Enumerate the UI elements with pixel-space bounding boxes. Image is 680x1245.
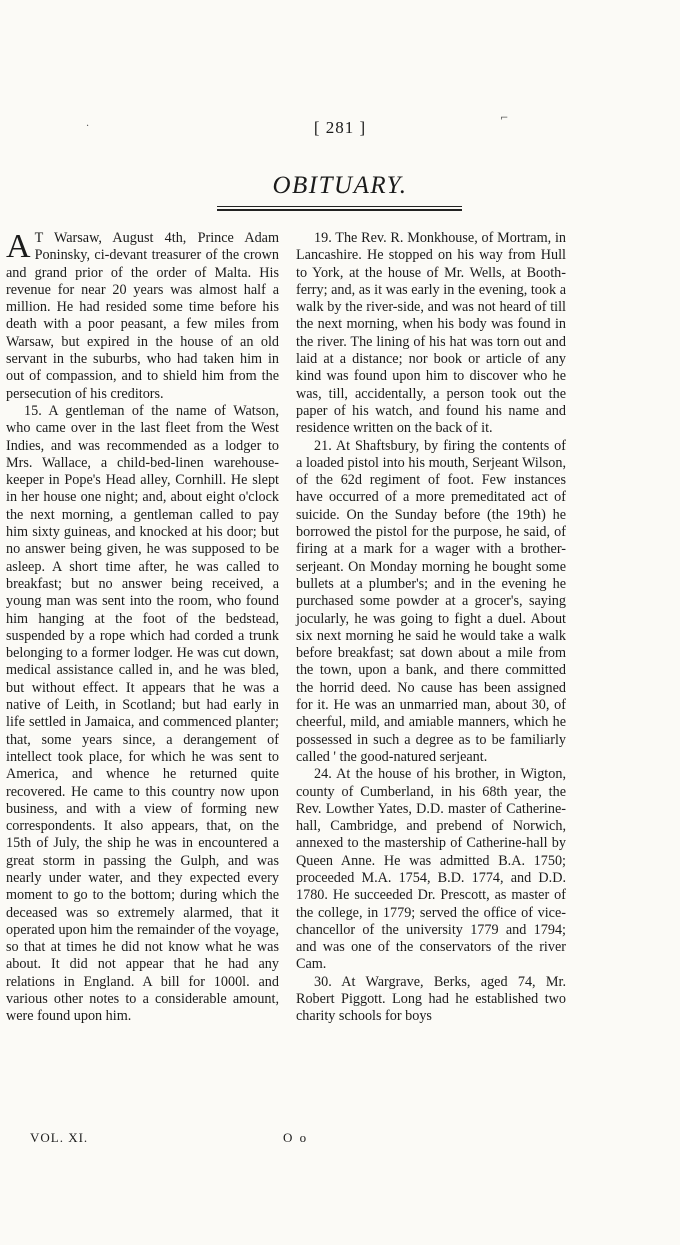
stray-mark: ⌐ [500, 113, 509, 124]
left-column [6, 230, 279, 1026]
right-column [296, 230, 566, 1026]
obituary-entry: 19. The Rev. R. Monkhouse, of Mortram, in Lancashire. He stopped on his way from Hull to York, at the house of Mr. Wells, at Booth-ferry; and, as it was early in the evening, took a walk by the river-side, and was not heard of till the next morning, when his body was found in the river. The lining of his hat was torn out and laid at a distance; nor book or article of any kind was found upon him to discover who he was, till, accidentally, a person took out the paper of his watch, and found his name and residence written on the back of it. [296, 230, 566, 437]
obituary-entry: 24. At the house of his brother, in Wigton, county of Cumberland, in his 68th year, the Rev. Lowther Yates, D.D. master of Catherine-hall, Cambridge, and prebend of Norwich, annexed to the mastership of Catherine-hall by Queen Anne. He was admitted B.A. 1750; proceeded M.A. 1754, B.D. 1774, and D.D. 1780. He succeeded Dr. Prescott, as master of the college, in 1779; served the office of vice-chancellor of the university 1779 and 1794; and was one of the conservators of the river Cam. [296, 766, 566, 973]
title-rule-thick [217, 209, 462, 211]
obituary-entry: A T Warsaw, August 4th, Prince Adam Poninsky, ci-devant treasurer of the crown and grand prior of the order of Malta. His revenue for near 20 years was almost half a million. He had resided some time before his death with a poor peasant, a few miles from Warsaw, but expired in the house of an old servant in the suburbs, who had taken him in out of compassion, and to shield him from the persecution of his creditors. [6, 228, 279, 402]
obituary-entry: 30. At Wargrave, Berks, aged 74, Mr. Robert Piggott. Long had he established two charity schools for boys [296, 973, 566, 1025]
title-rule [217, 206, 462, 207]
signature-mark: O o [283, 1130, 309, 1145]
drop-cap: A [6, 228, 31, 265]
page-title: OBITUARY. [272, 172, 408, 199]
page-number: [ 281 ] [313, 118, 367, 137]
stray-mark: · [86, 121, 90, 132]
obituary-entry: 15. A gentleman of the name of Watson, who came over in the last fleet from the West Indies, and was recommended as a lodger to Mrs. Wallace, a child-bed-linen warehouse-keeper in Pope's Head alley, Cornhill. He slept in her house one night; and, about eight o'clock the next morning, a gentleman called to pay him sixty guineas, and knocked at his door; but no answer being given, he was supposed to be asleep. A short time after, he was called to breakfast; but no answer being received, a young man was sent into the room, who found him hanging at the foot of the bedstead, suspended by a rope which had corded a trunk belonging to a former lodger. He was cut down, medical assistance called in, and he was bled, but without effect. It appears that he was a native of Leith, in Scotland; but had early in life settled in Jamaica, and commenced planter; that, some years since, a derangement of intellect took place, for which he was sent to America, and whence he returned quite recovered. He came to this country now upon business, and with a view of forming new correspondents. It also appears, that, on the 15th of July, the ship he was in encountered a great storm in passing the Gulph, and was nearly under water, and they expected every moment to go to the bottom; during which the deceased was so extremely alarmed, that it operated upon him the remainder of the voyage, so that at times he did not know what he was about. It did not appear that he had any relations in England. A bill for 1000l. and various other notes to a considerable amount, were found upon him. [6, 402, 279, 1025]
obituary-entry: 21. At Shaftsbury, by firing the contents of a loaded pistol into his mouth, Serjeant Wilson, of the 62d regiment of foot. Few instances have occurred of a more premeditated act of suicide. On the Sunday before (the 19th) he borrowed the pistol for the purpose, he said, of firing at a mark for a wager with a brother-serjeant. On Monday morning he bought some bullets at a plumber's; and in the evening he purchased some powder at a grocer's, saying jocularly, he was going to fight a duel. About six next morning he said he would take a walk before breakfast; sat down about a mile from the town, upon a bank, and there committed the horrid deed. No cause has been assigned for it. He was an unmarried man, about 30, of cheerful, mild, and amiable manners, which he possessed in such a degree as to be familiarly called ' the good-natured serjeant. [296, 437, 566, 765]
volume-label: VOL. XI. [30, 1130, 89, 1145]
